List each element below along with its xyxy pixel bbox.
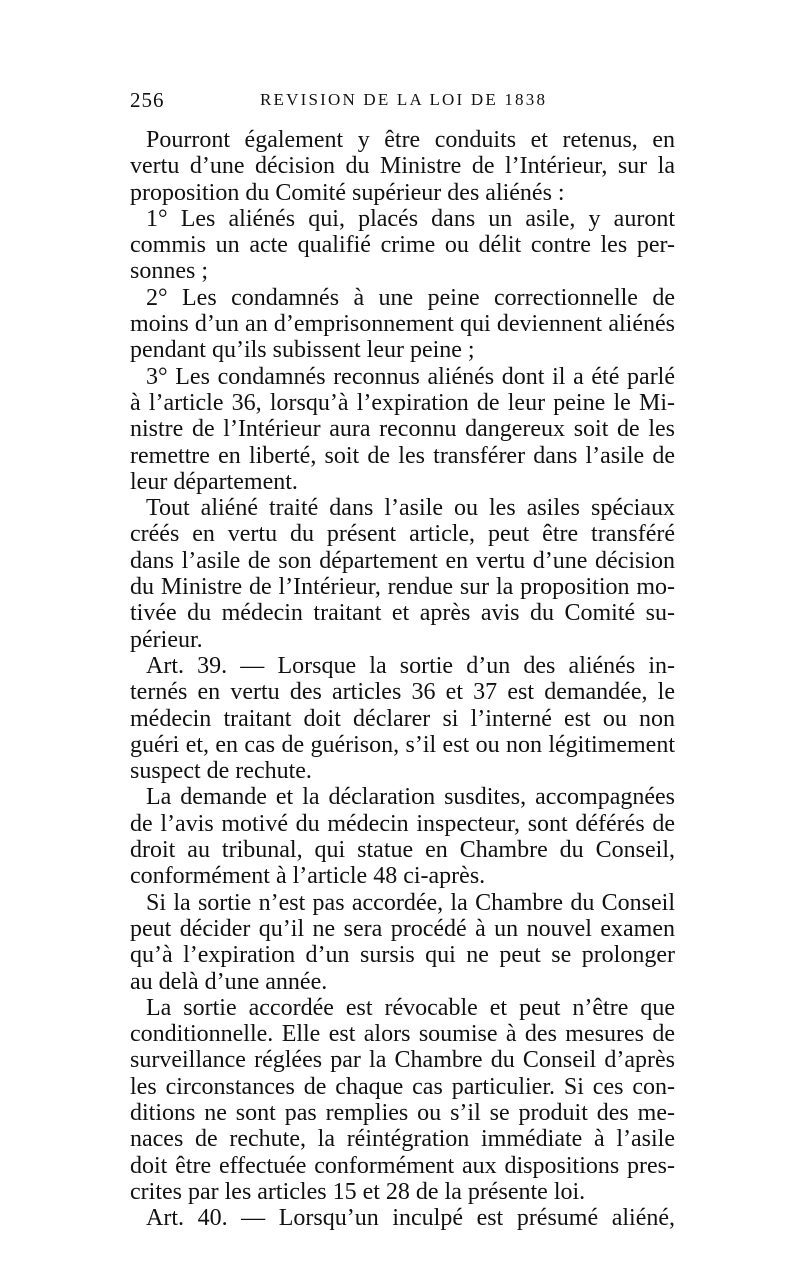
text-line: dans l’asile de son département en vertu d’une décision <box>130 547 675 574</box>
text-line: proposition du Comité supérieur des aliénés : <box>130 179 565 206</box>
text-line: pendant qu’ils subissent leur peine ; <box>130 337 475 364</box>
text-line: tivée du médecin traitant et après avis du Comité su- <box>130 600 675 627</box>
text-line: au delà d’une année. <box>130 968 328 995</box>
text-line: 3° Les condamnés reconnus aliénés dont il a été parlé <box>146 363 675 390</box>
text-line: crites par les articles 15 et 28 de la présente loi. <box>130 1178 586 1205</box>
text-line: La sortie accordée est révocable et peut n’être que <box>146 994 675 1021</box>
text-line: les circonstances de chaque cas particulier. Si ces con- <box>130 1073 675 1100</box>
text-line: naces de rechute, la réintégration immédiate à l’asile <box>130 1126 675 1153</box>
text-line: de l’avis motivé du médecin inspecteur, sont déférés de <box>130 810 675 837</box>
text-line: conformément à l’article 48 ci-après. <box>130 863 486 890</box>
text-line: périeur. <box>130 626 203 653</box>
running-head <box>130 88 685 116</box>
text-line: Si la sortie n’est pas accordée, la Chambre du Conseil <box>146 889 675 916</box>
text-line: à l’article 36, lorsqu’à l’expiration de leur peine le Mi- <box>130 389 675 416</box>
text-line: qu’à l’expiration d’un sursis qui ne peut se prolonger <box>130 942 675 969</box>
text-line: La demande et la déclaration susdites, accompagnées <box>146 784 675 811</box>
text-line: leur département. <box>130 468 298 495</box>
text-line: Art. 40. — Lorsqu’un inculpé est présumé aliéné, <box>146 1205 675 1232</box>
text-line: remettre en liberté, soit de les transférer dans l’asile de <box>130 442 675 469</box>
text-line: moins d’un an d’emprisonnement qui deviennent aliénés <box>130 311 675 338</box>
text-line: 2° Les condamnés à une peine correctionnelle de <box>146 284 675 311</box>
text-line: guéri et, en cas de guérison, s’il est ou non légitimement <box>130 731 675 758</box>
text-line: Pourront également y être conduits et retenus, en <box>146 127 675 153</box>
text-line: Art. 39. — Lorsque la sortie d’un des aliénés in- <box>146 652 675 679</box>
text-line: Tout aliéné traité dans l’asile ou les asiles spéciaux <box>146 495 675 522</box>
text-line: vertu d’une décision du Ministre de l’Intérieur, sur la <box>130 153 675 180</box>
text-line: ditions ne sont pas remplies ou s’il se produit des me- <box>130 1099 675 1126</box>
running-head-title: REVISION DE LA LOI DE 1838 <box>260 90 548 109</box>
body-text <box>130 127 675 1231</box>
text-line: nistre de l’Intérieur aura reconnu dangereux soit de les <box>130 416 675 443</box>
text-line: sonnes ; <box>130 258 208 285</box>
text-line: commis un acte qualifié crime ou délit contre les per- <box>130 232 675 259</box>
text-line: peut décider qu’il ne sera procédé à un nouvel examen <box>130 915 675 942</box>
text-line: médecin traitant doit déclarer si l’interné est ou non <box>130 705 675 732</box>
text-line: conditionnelle. Elle est alors soumise à des mesures de <box>130 1021 675 1048</box>
text-line: doit être effectuée conformément aux dispositions pres- <box>130 1152 675 1179</box>
text-line: surveillance réglées par la Chambre du Conseil d’après <box>130 1047 675 1074</box>
page-number: 256 <box>130 88 165 112</box>
text-line: du Ministre de l’Intérieur, rendue sur la proposition mo- <box>130 574 675 601</box>
text-line: créés en vertu du présent article, peut être transféré <box>130 521 675 548</box>
text-line: droit au tribunal, qui statue en Chambre du Conseil, <box>130 837 675 864</box>
text-line: 1° Les aliénés qui, placés dans un asile, y auront <box>146 205 675 232</box>
text-line: suspect de rechute. <box>130 758 312 785</box>
text-line: ternés en vertu des articles 36 et 37 est demandée, le <box>130 679 675 706</box>
